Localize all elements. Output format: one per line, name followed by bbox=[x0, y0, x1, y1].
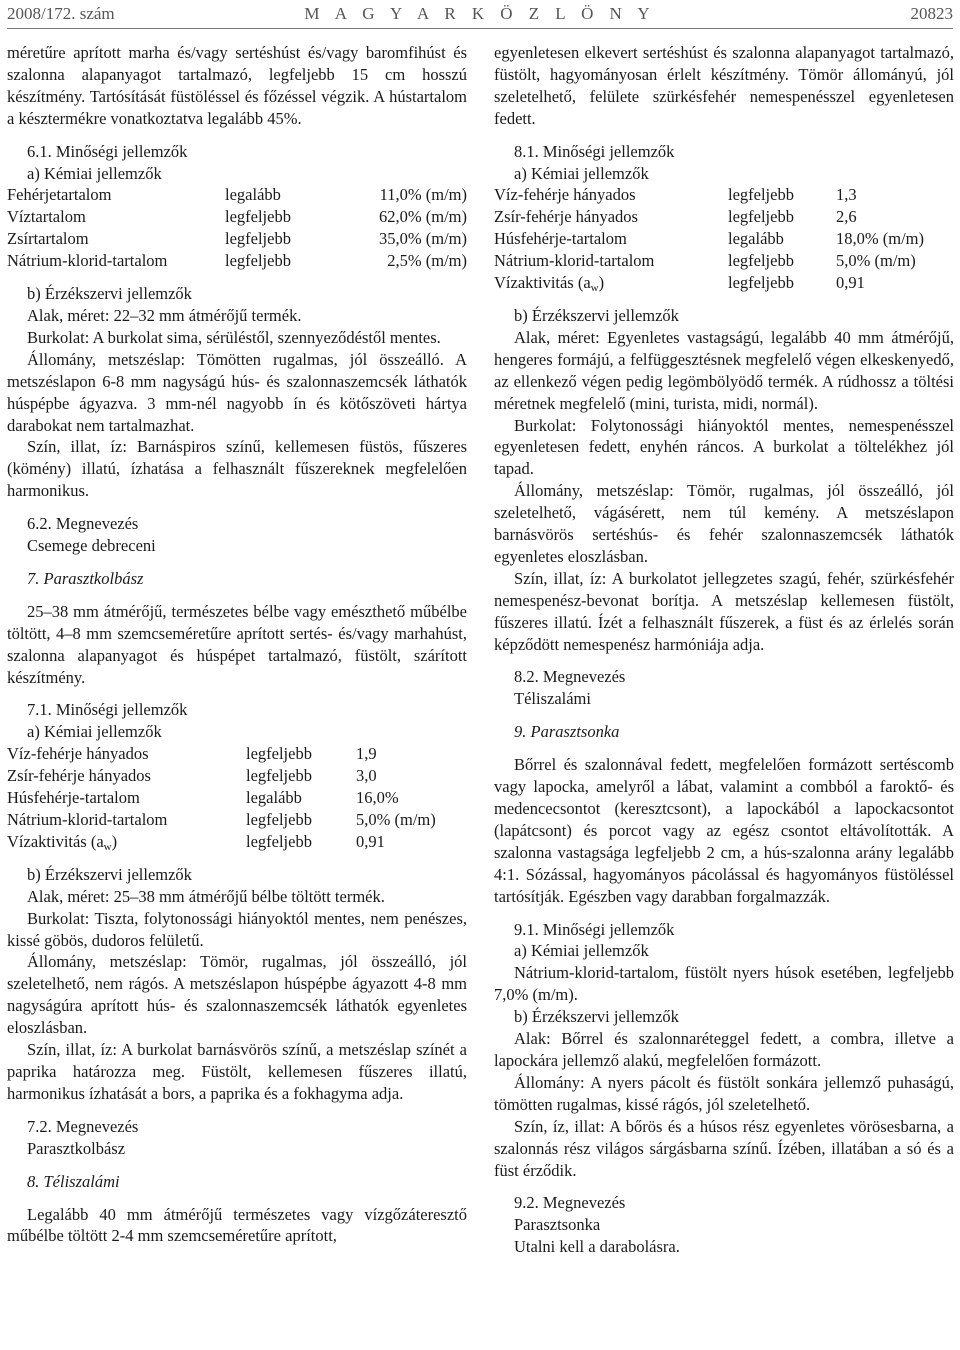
table-cell: 11,0% (m/m) bbox=[379, 185, 467, 205]
table-cell: legfeljebb bbox=[728, 185, 794, 205]
shape-size: Alak, méret: 25–38 mm átmérőjű bélbe töltött termék. bbox=[27, 886, 385, 906]
table-cell: 35,0% (m/m) bbox=[379, 229, 467, 249]
table-row bbox=[494, 272, 924, 294]
color-taste-smell: Szín, íz, illat: A bőrös és a húsos rész egyenletes vörösesbarna, a szalonnás rész világos sárgásbarna színű. Ízében, illatában a só és a füst érződik. bbox=[494, 1116, 954, 1180]
table-cell: Nátrium-klorid-tartalom bbox=[494, 251, 655, 271]
table-row bbox=[7, 250, 467, 272]
chemical-table-7 bbox=[7, 743, 436, 853]
table-cell: Nátrium-klorid-tartalom bbox=[7, 251, 168, 271]
page-header bbox=[7, 2, 953, 29]
section-7-intro: 25–38 mm átmérőjű, természetes bélbe vagy emészthető műbélbe töltött, 4–8 mm szemcseméretűre aprított sertés- és/vagy marhahúst, szalonna alapanyagot és húspépet tartalmazó, füstölt, szárított készítmény. bbox=[7, 601, 467, 687]
chemical-heading: a) Kémiai jellemzők bbox=[514, 163, 649, 183]
table-cell: Nátrium-klorid-tartalom bbox=[7, 810, 168, 829]
table-cell: 2,5% (m/m) bbox=[387, 251, 467, 271]
section-6-1-heading: 6.1. Minőségi jellemzők bbox=[27, 141, 188, 161]
table-cell: 62,0% (m/m) bbox=[379, 207, 467, 227]
chemical-heading: a) Kémiai jellemzők bbox=[27, 722, 162, 742]
table-cell: legfeljebb bbox=[225, 207, 291, 227]
table-row bbox=[494, 206, 924, 228]
table-row bbox=[7, 743, 436, 765]
water-activity-label: Vízaktivitás (a bbox=[494, 273, 591, 293]
table-cell: Vízaktivitás $(a_w)$ bbox=[494, 273, 605, 295]
table-cell: 5,0% (m/m) bbox=[356, 810, 436, 829]
chemical-heading: a) Kémiai jellemzők bbox=[27, 163, 162, 183]
table-row bbox=[7, 809, 436, 831]
table-cell: 0,91 bbox=[836, 273, 865, 293]
publication-title: M A G Y A R K Ö Z L Ö N Y bbox=[304, 4, 656, 23]
sensory-heading: b) Érzékszervi jellemzők bbox=[27, 284, 192, 304]
table-row bbox=[494, 228, 924, 250]
table-cell: legfeljebb bbox=[728, 273, 794, 293]
table-cell: Zsírtartalom bbox=[7, 229, 89, 249]
product-name: Parasztkolbász bbox=[27, 1138, 126, 1158]
table-row bbox=[494, 184, 924, 206]
sensory-heading: b) Érzékszervi jellemzők bbox=[514, 305, 679, 325]
table-cell: Víztartalom bbox=[7, 207, 86, 227]
table-cell: legfeljebb bbox=[246, 766, 312, 786]
table-row bbox=[7, 184, 467, 206]
table-cell: Fehérjetartalom bbox=[7, 185, 112, 205]
product-name: Téliszalámi bbox=[514, 689, 591, 709]
section-7-1-heading: 7.1. Minőségi jellemzők bbox=[27, 700, 188, 720]
table-cell: Víz-fehérje hányados bbox=[494, 185, 636, 205]
chemical-table-8 bbox=[494, 184, 924, 294]
section-9-2-heading: 9.2. Megnevezés bbox=[514, 1193, 626, 1213]
shape-size: Alak, méret: Egyenletes vastagságú, legalább 40 mm átmérőjű, hengeres formájú, a felfüggesztésnek megfelelő végen elkeskenyedő, az ellenkező végen pedig legömbölyödő termék. A rúdhossz a töltési méretnek megfelelő (mini, turista, midi, normál). bbox=[494, 327, 954, 413]
table-row bbox=[494, 250, 924, 272]
casing: Burkolat: Tiszta, folytonossági hiányoktól mentes, nem penészes, kissé göbös, dudoros felületű. bbox=[7, 908, 467, 950]
chemical-heading: a) Kémiai jellemzők bbox=[514, 941, 649, 961]
section-7-heading: 7. Parasztkolbász bbox=[27, 568, 144, 588]
section-8-heading: 8. Téliszalámi bbox=[27, 1171, 120, 1191]
section-8-intro: Legalább 40 mm átmérőjű természetes vagy vízgőzáteresztő műbélbe töltött 2-4 mm szemcseméretűre aprított, bbox=[7, 1204, 467, 1246]
casing: Burkolat: Folytonossági hiányoktól mentes, nemespenésszel egyenletesen fedett, enyhén ráncos. A burkolat a töltelékhez jól tapad. bbox=[494, 415, 954, 479]
section-8-intro-cont: egyenletesen elkevert sertéshúst és szalonna alapanyagot tartalmazó, füstölt, hagyományosan érlelt készítmény. Tömör állományú, jól szeletelhető, felülete szürkésfehér nemespenésszel egyenletesen fedett. bbox=[494, 43, 954, 128]
table-cell: 16,0% bbox=[356, 788, 399, 808]
product-name: Csemege debreceni bbox=[27, 536, 156, 556]
table-row bbox=[7, 228, 467, 250]
table-cell: legfeljebb bbox=[225, 229, 291, 249]
issue-number: 2008/172. szám bbox=[7, 4, 115, 23]
table-cell: legalább bbox=[728, 229, 784, 249]
section-9-heading: 9. Parasztsonka bbox=[514, 722, 620, 742]
color-smell-taste: Szín, illat, íz: A burkolatot jellegzetes szagú, fehér, szürkésfehér nemespenész-bevonat borítja. A metszéslap kellemesen füstölt, fűszeres illatú. Ízét a felhasznált fűszerek, a füst és az érlelés során képződött nemespenész harmóniája adja. bbox=[494, 568, 954, 654]
table-cell: 1,9 bbox=[356, 744, 377, 764]
color-smell-taste: Szín, illat, íz: A burkolat barnásvörös színű, a metszéslap színét a paprika határozza meg. Füstölt, kellemesen fűszeres illatú, harmonikus ízhatását a bors, a paprika és a fokhagyma adja. bbox=[7, 1040, 467, 1103]
section-8-2-heading: 8.2. Megnevezés bbox=[514, 667, 626, 687]
table-cell: Zsír-fehérje hányados bbox=[494, 207, 638, 227]
section-9-intro: Bőrrel és szalonnával fedett, megfelelően formázott sertéscomb vagy lapocka, amelyről a lábat, valamint a combból a faroktő- és medencecsontot (keresztcsont), a lapockából a lapockacsontot (lapátcsont) és porcot vagy az egész csontot eltávolították. A szalonna vastagsága legfeljebb 2 cm, a hús-szalonna arány legalább 4:1. Sózással, hagyományos pácolással és hagyományos füstöléssel tartósítják. Egészben vagy darabban forgalmazzák. bbox=[494, 755, 954, 906]
table-cell: legalább bbox=[246, 788, 302, 808]
cutting-note: Utalni kell a darabolásra. bbox=[514, 1237, 680, 1257]
table-row bbox=[7, 831, 436, 853]
left-column bbox=[7, 42, 467, 1247]
table-cell: 1,3 bbox=[836, 185, 857, 205]
water-activity-label: Vízaktivitás (a bbox=[7, 831, 104, 851]
texture: Állomány, metszéslap: Tömötten rugalmas, jól összeálló. A metszéslapon 6-8 mm nagyságú hús- és szalonnaszemcsék láthatók húspépbe ágyazva. 3 mm-nél nagyobb ín és kötőszöveti hártya darabokat nem tartalmazhat. bbox=[7, 349, 467, 435]
section-8-1-heading: 8.1. Minőségi jellemzők bbox=[514, 141, 675, 161]
table-cell: legfeljebb bbox=[246, 810, 312, 829]
table-cell: legfeljebb bbox=[246, 744, 312, 764]
page-number: 20823 bbox=[910, 4, 953, 23]
table-cell: Húsfehérje-tartalom bbox=[494, 229, 627, 249]
subscript: w bbox=[590, 282, 599, 295]
table-cell: 18,0% (m/m) bbox=[836, 229, 924, 249]
product-name: Parasztsonka bbox=[514, 1215, 601, 1235]
right-column bbox=[494, 42, 954, 1258]
table-cell: 5,0% (m/m) bbox=[836, 251, 916, 271]
table-cell: 2,6 bbox=[836, 207, 857, 227]
table-row bbox=[7, 206, 467, 228]
section-9-1-heading: 9.1. Minőségi jellemzők bbox=[514, 919, 675, 939]
sensory-heading: b) Érzékszervi jellemzők bbox=[514, 1007, 679, 1027]
table-cell: legfeljebb bbox=[225, 251, 291, 271]
subscript: w bbox=[103, 840, 112, 853]
table-cell: Húsfehérje-tartalom bbox=[7, 788, 140, 808]
texture: Állomány: A nyers pácolt és füstölt sonkára jellemző puhaságú, tömötten rugalmas, kissé rágós, jól szeletelhető. bbox=[494, 1072, 954, 1114]
table-cell: 3,0 bbox=[356, 766, 377, 786]
table-cell: Zsír-fehérje hányados bbox=[7, 766, 151, 786]
shape: Alak: Bőrrel és szalonnaréteggel fedett, a combra, illetve a lapockára jellemző alakú, megfelelően formázott. bbox=[494, 1029, 954, 1070]
section-7-2-heading: 7.2. Megnevezés bbox=[27, 1116, 139, 1136]
color-smell-taste: Szín, illat, íz: Barnáspiros színű, kellemesen füstös, fűszeres (kömény) illatú, ízhatása a felhasznált fűszereknek megfelelően harmonikus. bbox=[7, 437, 467, 501]
texture: Állomány, metszéslap: Tömör, rugalmas, jól összeálló, jól szeletelhető, nem rágós. A metszéslapon húspépbe ágyazott 4-8 mm nagyságúra aprított hús- és szalonnaszemcsék láthatók egyenletes eloszlásban. bbox=[7, 952, 467, 1038]
table-cell: Víz-fehérje hányados bbox=[7, 744, 149, 764]
chemical-table-6 bbox=[7, 184, 467, 272]
section-6-2-heading: 6.2. Megnevezés bbox=[27, 514, 139, 534]
table-cell: legalább bbox=[225, 185, 281, 205]
table-cell: Vízaktivitás $(a_w)$ bbox=[7, 831, 118, 853]
casing: Burkolat: A burkolat sima, sérüléstől, szennyeződéstől mentes. bbox=[27, 327, 441, 347]
shape-size: Alak, méret: 22–32 mm átmérőjű termék. bbox=[27, 305, 302, 325]
table-cell: legfeljebb bbox=[728, 207, 794, 227]
table-row bbox=[7, 787, 436, 809]
table-cell: legfeljebb bbox=[728, 251, 794, 271]
table-cell: legfeljebb bbox=[246, 831, 312, 851]
texture: Állomány, metszéslap: Tömör, rugalmas, jól összeálló, jól szeletelhető, vágásérett, nem túl kemény. A metszéslapon barnásvörös sertéshús- és fehér szalonnaszemcsék láthatók egyenletes eloszlásban. bbox=[494, 481, 954, 566]
table-cell: 0,91 bbox=[356, 831, 385, 851]
table-row bbox=[7, 765, 436, 787]
sodium-chloride-limit: Nátrium-klorid-tartalom, füstölt nyers húsok esetében, legfeljebb 7,0% (m/m). bbox=[494, 963, 954, 1005]
section-6-intro: méretűre aprított marha és/vagy sertéshúst és/vagy baromfihúst és szalonna alapanyagot tartalmazó, legfeljebb 15 cm hosszú készítmény. Tartósítását füstöléssel és főzéssel végzik. A hústartalom a késztermékre vonatkoztatva legalább 45%. bbox=[7, 43, 467, 128]
sensory-heading: b) Érzékszervi jellemzők bbox=[27, 864, 192, 884]
